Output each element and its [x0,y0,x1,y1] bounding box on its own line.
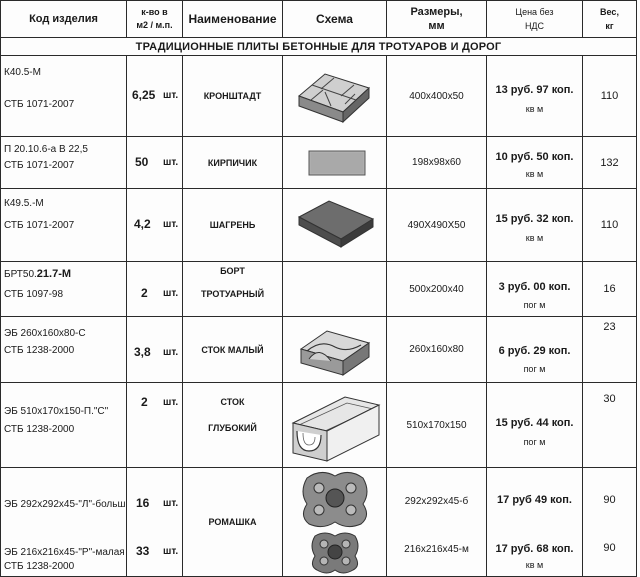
product-name: ШАГРЕНЬ [183,189,283,262]
qty-unit-small: шт. [163,546,179,557]
size-value-small: 216х216х45-м [404,544,469,555]
header-qty-line2: м2 / м.п. [136,20,173,30]
romashka-tiles-image [283,468,387,576]
price-unit: пог м [523,437,546,447]
table-row [1,189,637,262]
scheme-cell [283,189,387,262]
price-value: 13 руб. 97 коп. [495,84,574,96]
product-code: ЭБ 510х170х150-П."С" [4,406,109,417]
size-value: 510х170х150 [387,383,487,468]
price-value-small: 17 руб. 68 коп. [495,543,574,555]
table-row [1,468,637,577]
weight-value: 30 [583,383,637,468]
qty-unit: шт. [163,219,179,230]
price-value: 15 руб. 32 коп. [495,213,574,225]
header-name: Наименование [183,1,283,38]
product-name: КРОНШТАДТ [183,56,283,137]
price-cell [487,56,583,137]
price-unit: кв м [525,233,544,243]
product-code: К49.5.-М [4,198,44,209]
qty-cell [127,468,183,577]
table-row [1,317,637,383]
product-name [183,383,283,468]
product-code-cell [1,317,127,383]
product-name [183,262,283,317]
product-name-line2: ГЛУБОКИЙ [208,423,257,433]
size-value: 490X490X50 [387,189,487,262]
product-code-cell [1,383,127,468]
size-value: 500х200х40 [387,262,487,317]
price-cell [487,468,583,577]
size-value: 198х98х60 [387,137,487,189]
product-code: К40.5-М [4,67,41,78]
product-code-cell [1,137,127,189]
scheme-cell [283,262,387,317]
qty-value-small: 33 [136,544,150,558]
qty-unit: шт. [163,288,179,299]
product-name-line1: СТОК [220,397,245,407]
size-value: 400x400x50 [387,56,487,137]
product-code-cell [1,56,127,137]
product-code: П 20.10.6-а В 22,5 [4,144,88,155]
header-scheme: Схема [283,1,387,38]
deep-drain-image [283,383,387,467]
price-cell [487,262,583,317]
qty-unit: шт. [163,157,179,168]
price-cell [487,189,583,262]
weight-value: 110 [583,56,637,137]
price-unit: кв м [525,104,544,114]
product-standard: СТБ 1071-2007 [4,220,75,231]
header-size-line1: Размеры, [410,6,463,18]
product-name: КИРПИЧИК [183,137,283,189]
product-code-cell [1,189,127,262]
product-code: ЭБ 260х160х80-С [4,328,86,339]
price-value: 10 руб. 50 коп. [495,151,574,163]
price-unit: кв м [525,169,544,179]
product-name-line1: БОРТ [220,266,245,276]
scheme-cell [283,468,387,577]
scheme-cell [283,56,387,137]
qty-value: 4,2 [134,217,151,231]
qty-unit: шт. [163,397,179,408]
scheme-cell [283,137,387,189]
scheme-cell [283,383,387,468]
product-standard: СТБ 1071-2007 [4,160,75,171]
price-value: 3 руб. 00 коп. [498,281,571,293]
table-row [1,383,637,468]
scheme-cell [283,317,387,383]
weight-value: 16 [583,262,637,317]
header-size-line2: мм [428,20,445,32]
header-row [1,1,637,38]
section-row [1,38,637,56]
price-unit: пог м [523,300,546,310]
table-row [1,137,637,189]
product-name: РОМАШКА [183,468,283,577]
header-weight [583,1,637,38]
qty-unit: шт. [163,90,179,101]
price-cell [487,383,583,468]
product-code [4,267,71,282]
shagren-slab-image [283,189,387,261]
product-name-line2: ТРОТУАРНЫЙ [200,289,265,299]
product-code-large: ЭБ 292х292х45-"Л"-больш [4,499,126,510]
qty-cell [127,317,183,383]
qty-value: 2 [141,395,148,409]
small-drain-image [283,317,387,382]
qty-value-large: 16 [136,496,150,510]
weight-value: 23 [583,317,637,383]
header-price-line2: НДС [524,21,545,31]
qty-value: 6,25 [132,88,156,102]
product-standard: СТБ 1238-2000 [4,345,75,356]
product-name: СТОК МАЛЫЙ [183,317,283,383]
qty-value: 3,8 [134,345,151,359]
qty-cell [127,189,183,262]
product-standard: СТБ 1071-2007 [4,99,75,110]
header-qty [127,1,183,38]
kronshtadt-tile-image [283,56,387,136]
weight-cell [583,468,637,577]
header-price-line1: Цена без [515,7,554,17]
qty-cell [127,383,183,468]
header-qty-line1: к-во в [141,7,168,17]
qty-cell [127,56,183,137]
table-row [1,56,637,137]
section-title: ТРАДИЦИОННЫЕ ПЛИТЫ БЕТОННЫЕ ДЛЯ ТРОТУАРОВ И ДОРОГ [1,38,637,56]
size-value-large: 292х292х45-б [404,496,469,507]
product-code-suffix: 21.7-М [36,268,72,280]
product-standard: СТБ 1097-98 [4,289,64,300]
price-value: 15 руб. 44 коп. [495,417,574,429]
price-unit: пог м [523,364,546,374]
size-cell [387,468,487,577]
qty-unit: шт. [163,347,179,358]
product-code-cell [1,262,127,317]
size-value: 260х160х80 [387,317,487,383]
product-code-cell [1,468,127,577]
price-value-large: 17 руб 49 коп. [497,494,572,506]
table-row [1,262,637,317]
price-value: 6 руб. 29 коп. [498,345,571,357]
header-price [487,1,583,38]
price-cell [487,137,583,189]
product-standard: СТБ 1238-2000 [4,561,75,572]
weight-value-large: 90 [603,494,616,506]
product-code-prefix: БРТ50. [4,269,37,280]
weight-value-small: 90 [603,542,616,554]
header-code: Код изделия [1,1,127,38]
weight-value: 132 [583,137,637,189]
header-weight-line1: Вес, [600,7,619,17]
weight-value: 110 [583,189,637,262]
brick-tile-image [283,137,387,188]
qty-unit-large: шт. [163,498,179,509]
price-unit: кв м [525,560,544,570]
product-code-small: ЭБ 216х216х45-"Р"-малая [4,547,125,558]
qty-value: 50 [135,155,149,169]
header-size [387,1,487,38]
qty-value: 2 [141,286,148,300]
header-weight-line2: кг [605,21,614,31]
product-standard: СТБ 1238-2000 [4,424,75,435]
qty-cell [127,137,183,189]
price-cell [487,317,583,383]
qty-cell [127,262,183,317]
